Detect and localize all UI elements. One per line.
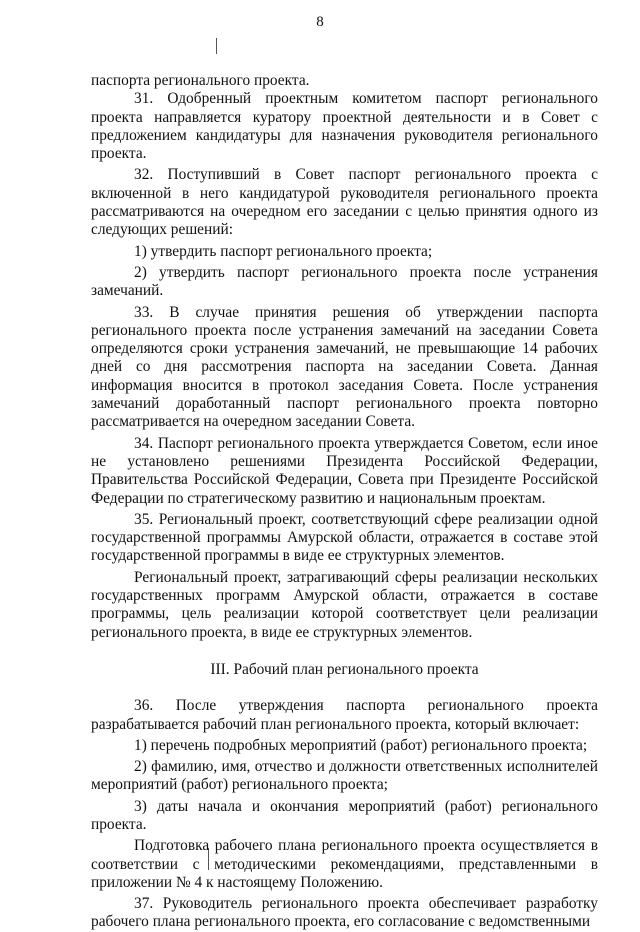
paragraph-35: 35. Региональный проект, соответствующий сфере реализации одной государственной программы Амурской области, отражается в составе этой государственной программы в виде ее структурных элементов. <box>91 510 598 565</box>
paragraph-32-item-2: 2) утвердить паспорт регионального проекта после устранения замечаний. <box>91 263 598 300</box>
paragraph-32-item-1: 1) утвердить паспорт регионального проекта; <box>134 242 433 260</box>
paragraph-35-continued: Региональный проект, затрагивающий сферы реализации нескольких государственных программ Амурской области, отражается в составе программы, цель реализации которой соответствует цели реализации регионального проекта, в виде ее структурных элементов. <box>91 568 598 641</box>
paragraph-31: 31. Одобренный проектным комитетом паспорт регионального проекта направляется куратору проектной деятельности и в Совет с предложением кандидатуры для назначения руководителя регионального проекта. <box>91 90 598 163</box>
paragraph-37: 37. Руководитель регионального проекта обеспечивает разработку рабочего плана регионального проекта, его согласование с ведомственными <box>91 895 598 931</box>
paragraph-36-item-1: 1) перечень подробных мероприятий (работ) регионального проекта; <box>134 736 588 754</box>
section-heading: III. Рабочий план регионального проекта <box>210 660 479 678</box>
paragraph-33: 33. В случае принятия решения об утверждении паспорта регионального проекта после устранения замечаний на заседании Совета определяются сроки устранения замечаний, не превышающие 14 рабочих дней со дня рассмотрения паспорта на заседании Совета. Данная информация вносится в протокол заседания Совета. После устранения замечаний доработанный паспорт регионального проекта повторно рассматривается на очередном заседании Совета. <box>91 303 598 431</box>
page-number: 8 <box>316 14 324 30</box>
document-body <box>91 72 598 932</box>
paragraph-36-item-2: 2) фамилию, имя, отчество и должности ответственных исполнителей мероприятий (работ) регионального проекта; <box>91 758 598 794</box>
paragraph-36-continued: Подготовка рабочего плана регионального проекта осуществляется в соответствии с методическими рекомендациями, представленными в приложении № 4 к настоящему Положению. <box>91 837 598 891</box>
paragraph-36-item-3: 3) даты начала и окончания мероприятий (работ) регионального проекта. <box>91 797 598 833</box>
paragraph-34: 34. Паспорт регионального проекта утверждается Советом, если иное не установлено решениями Президента Российской Федерации, Правительства Российской Федерации, Совета при Президенте Российской Федерации по стратегическому развитию и национальным проектам. <box>91 434 598 507</box>
paragraph-continuation: паспорта регионального проекта. <box>91 72 310 89</box>
paragraph-36: 36. После утверждения паспорта регионального проекта разрабатывается рабочий план регионального проекта, который включает: <box>91 697 598 733</box>
paragraph-32: 32. Поступивший в Совет паспорт регионального проекта с включенной в него кандидатурой руководителя регионального проекта рассматриваются на очередном его заседании с целью принятия одного из следующих решений: <box>91 166 598 239</box>
scan-fold-line-top <box>216 38 217 54</box>
